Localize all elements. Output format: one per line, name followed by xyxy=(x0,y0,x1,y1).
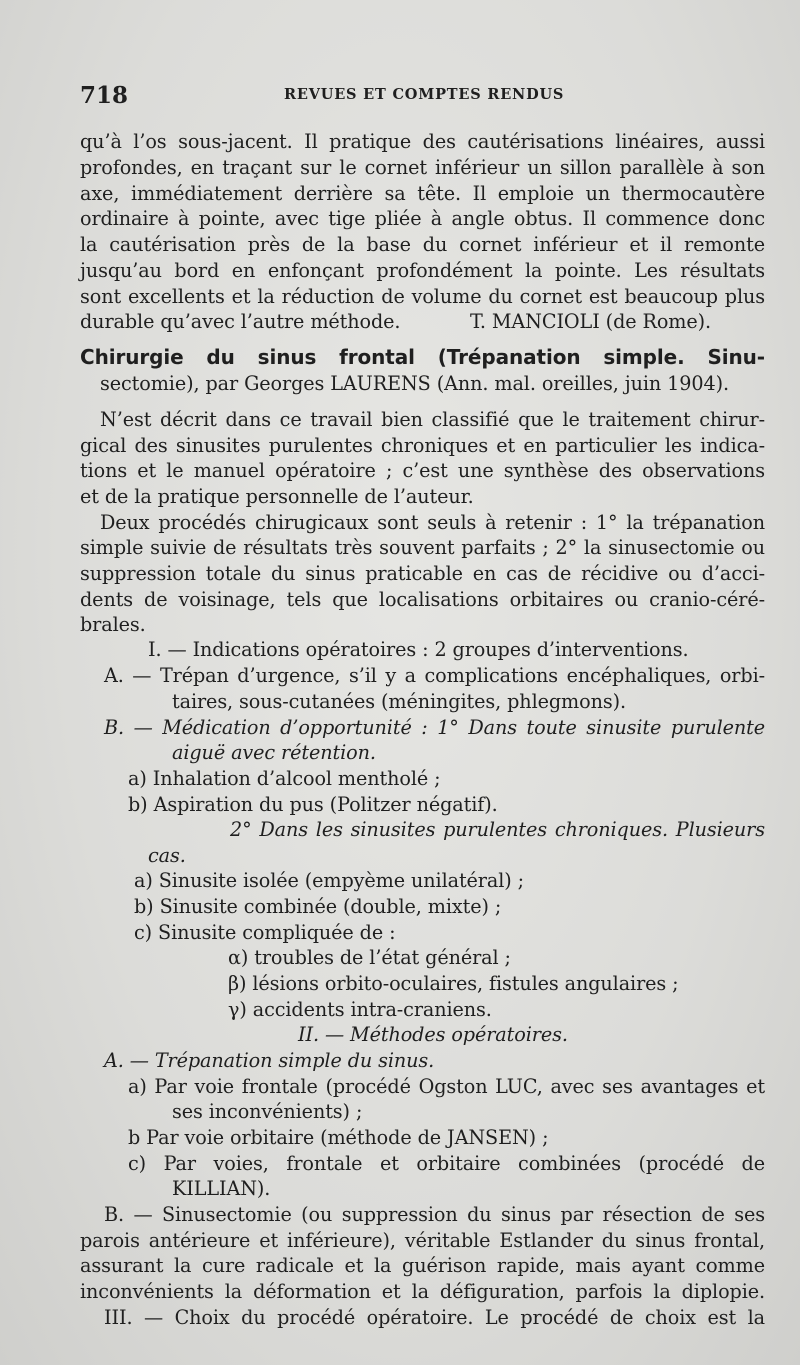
text-line: KILLIAN). xyxy=(172,1177,271,1200)
list-item: c) Sinusite compliquée de : xyxy=(134,921,396,944)
text-line: gical des sinusites purulentes chroniques et en particulier les indica- xyxy=(80,434,765,457)
list-item: b Par voie orbitaire (méthode de JANSEN) ; xyxy=(128,1126,549,1149)
text-line: profondes, en traçant sur le cornet inférieur un sillon parallèle à son xyxy=(80,156,765,179)
list-item: a) Sinusite isolée (empyème unilatéral) ; xyxy=(134,869,525,892)
text-line: taires, sous-cutanées (méningites, phlegmons). xyxy=(172,690,626,713)
text-line: tions et le manuel opératoire ; c’est une synthèse des observations xyxy=(80,459,765,482)
text-line: brales. xyxy=(80,613,146,636)
text-line: simple suivie de résultats très souvent parfaits ; 2° la sinusectomie ou xyxy=(80,536,765,559)
list-item: a) Inhalation d’alcool mentholé ; xyxy=(128,767,441,790)
page-number: 718 xyxy=(80,82,129,109)
text-line: qu’à l’os sous-jacent. Il pratique des cautérisations linéaires, aussi xyxy=(80,130,765,153)
list-item: a) Par voie frontale (procédé Ogston LUC, avec ses avantages et xyxy=(128,1075,765,1098)
section-heading: II. — Méthodes opératoires. xyxy=(298,1023,568,1046)
subsection-heading: A. — Trépanation simple du sinus. xyxy=(104,1049,435,1072)
text-line: durable qu’avec l’autre méthode. xyxy=(80,310,401,333)
text-line: jusqu’au bord en enfonçant profondément la pointe. Les résultats xyxy=(80,259,765,282)
text-line: Deux procédés chirugicaux sont seuls à retenir : 1° la trépanation xyxy=(100,511,765,534)
text-line: assurant la cure radicale et la guérison rapide, mais ayant comme xyxy=(80,1254,765,1277)
list-item: α) troubles de l’état général ; xyxy=(228,946,511,969)
list-item: γ) accidents intra-craniens. xyxy=(228,998,492,1021)
author-signature: T. MANCIOLI (de Rome). xyxy=(470,310,712,333)
text-line: sont excellents et la réduction de volume du cornet est beaucoup plus xyxy=(80,285,765,308)
running-title: REVUES ET COMPTES RENDUS xyxy=(284,86,565,103)
text-line: A. — Trépan d’urgence, s’il y a complications encéphaliques, orbi- xyxy=(104,664,765,687)
text-line: III. — Choix du procédé opératoire. Le procédé de choix est la xyxy=(104,1306,765,1329)
text-line: B. — Médication d’opportunité : 1° Dans toute sinusite purulente xyxy=(104,716,765,739)
text-line: inconvénients la déformation et la défiguration, parfois la diplopie. xyxy=(80,1280,765,1303)
text-line: 2° Dans les sinusites purulentes chroniques. Plusieurs xyxy=(230,818,765,841)
text-line: la cautérisation près de la base du cornet inférieur et il remonte xyxy=(80,233,765,256)
text-line: dents de voisinage, tels que localisations orbitaires ou cranio-céré- xyxy=(80,588,765,611)
article-heading: Chirurgie du sinus frontal (Trépanation simple. Sinu- xyxy=(80,345,765,369)
list-item: b) Sinusite combinée (double, mixte) ; xyxy=(134,895,502,918)
list-item: c) Par voies, frontale et orbitaire combinées (procédé de xyxy=(128,1152,765,1175)
text-line: N’est décrit dans ce travail bien classifié que le traitement chirur- xyxy=(100,408,765,431)
text-line: aiguë avec rétention. xyxy=(172,741,376,764)
section-heading: I. — Indications opératoires : 2 groupes d’interventions. xyxy=(148,638,689,661)
text-line: ses inconvénients) ; xyxy=(172,1100,363,1123)
text-line: et de la pratique personnelle de l’auteur. xyxy=(80,485,474,508)
text-line: axe, immédiatement derrière sa tête. Il emploie un thermocautère xyxy=(80,182,765,205)
text-line: ordinaire à pointe, avec tige pliée à angle obtus. Il commence donc xyxy=(80,207,765,230)
text-line: B. — Sinusectomie (ou suppression du sinus par résection de ses xyxy=(104,1203,765,1226)
article-citation: sectomie), par Georges LAURENS (Ann. mal. oreilles, juin 1904). xyxy=(100,372,729,395)
list-item: β) lésions orbito-oculaires, fistules angulaires ; xyxy=(228,972,679,995)
text-line: cas. xyxy=(148,844,186,867)
text-line: suppression totale du sinus praticable en cas de récidive ou d’acci- xyxy=(80,562,765,585)
list-item: b) Aspiration du pus (Politzer négatif). xyxy=(128,793,498,816)
text-line: parois antérieure et inférieure), véritable Estlander du sinus frontal, xyxy=(80,1229,765,1252)
